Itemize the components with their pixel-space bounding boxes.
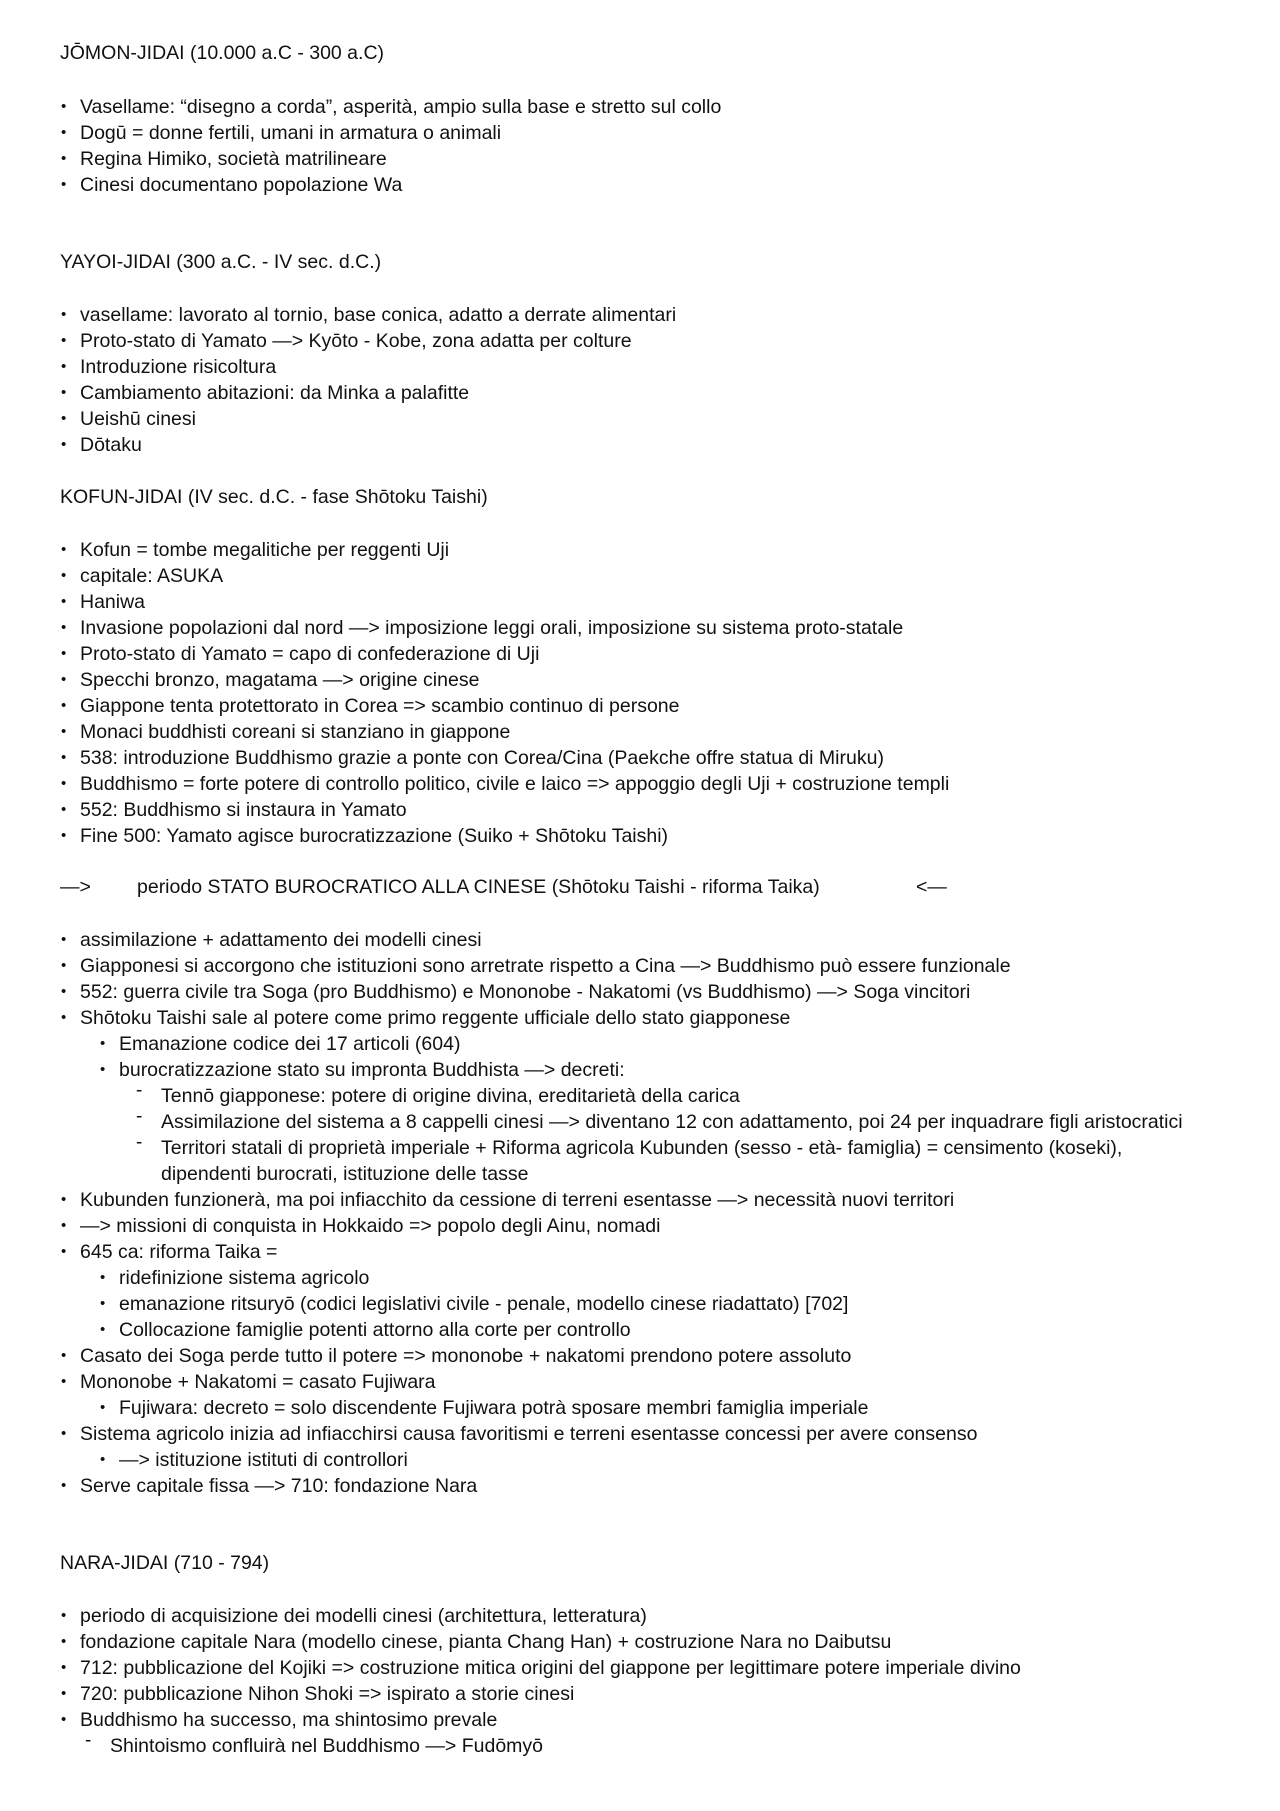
dash-icon: -: [136, 1106, 143, 1127]
section-title-yayoi: YAYOI-JIDAI (300 a.C. - IV sec. d.C.): [60, 251, 382, 273]
jomon-list: [0, 94, 721, 198]
section-title-nara: NARA-JIDAI (710 - 794): [60, 1552, 270, 1574]
list-item: • 552: Buddhismo si instaura in Yamato: [61, 799, 407, 821]
section-title-jomon: JŌMON-JIDAI (10.000 a.C - 300 a.C): [60, 42, 385, 64]
bullet-icon: •: [61, 1607, 67, 1624]
bullet-icon: •: [61, 1243, 67, 1260]
list-item: • Ueishū cinesi: [61, 408, 196, 430]
list-item: • Giappone tenta protettorato in Corea => scambio continuo di persone: [61, 695, 680, 717]
section-title-kofun: KOFUN-JIDAI (IV sec. d.C. - fase Shōtoku Taishi): [60, 486, 488, 508]
bullet-icon: •: [100, 1061, 106, 1078]
list-item: • capitale: ASUKA: [61, 565, 224, 587]
list-item: • assimilazione + adattamento dei modelli cinesi: [61, 929, 482, 951]
list-item: • Cinesi documentano popolazione Wa: [61, 174, 403, 196]
bullet-icon: •: [61, 176, 67, 193]
list-item: • Vasellame: “disegno a corda”, asperità, ampio sulla base e stretto sul collo: [61, 96, 722, 118]
list-item: • Collocazione famiglie potenti attorno alla corte per controllo: [100, 1319, 631, 1341]
dash-icon: -: [136, 1080, 143, 1101]
list-item: • 538: introduzione Buddhismo grazie a ponte con Corea/Cina (Paekche offre statua di Miruku): [61, 747, 884, 769]
bullet-icon: •: [61, 1217, 67, 1234]
section-title-stato-row: [0, 874, 1280, 900]
dash-icon: -: [136, 1132, 143, 1153]
bullet-icon: •: [61, 1425, 67, 1442]
bullet-icon: •: [61, 801, 67, 818]
list-item: • Kofun = tombe megalitiche per reggenti Uji: [61, 539, 450, 561]
list-item: • Sistema agricolo inizia ad infiacchirsi causa favoritismi e terreni esentasse concessi per avere consenso: [61, 1423, 978, 1445]
bullet-icon: •: [61, 775, 67, 792]
list-item: • emanazione ritsuryō (codici legislativi civile - penale, modello cinese riadattato) [702]: [100, 1293, 849, 1315]
list-item: • Emanazione codice dei 17 articoli (604): [100, 1033, 461, 1055]
bullet-icon: •: [61, 593, 67, 610]
bullet-icon: •: [61, 1633, 67, 1650]
section-title-stato: periodo STATO BUROCRATICO ALLA CINESE (Shōtoku Taishi - riforma Taika): [137, 876, 820, 898]
list-item: • Dogū = donne fertili, umani in armatura o animali: [61, 122, 502, 144]
list-item: • 552: guerra civile tra Soga (pro Buddhismo) e Mononobe - Nakatomi (vs Buddhismo) —> Soga vincitori: [61, 981, 971, 1003]
bullet-icon: •: [61, 410, 67, 427]
list-item: • Haniwa: [61, 591, 146, 613]
bullet-icon: •: [61, 1685, 67, 1702]
list-item: • Cambiamento abitazioni: da Minka a palafitte: [61, 382, 470, 404]
list-item: • —> missioni di conquista in Hokkaido => popolo degli Ainu, nomadi: [61, 1215, 661, 1237]
list-item: • Monaci buddhisti coreani si stanziano in giappone: [61, 721, 511, 743]
bullet-icon: •: [61, 645, 67, 662]
bullet-icon: •: [61, 384, 67, 401]
bullet-icon: •: [61, 697, 67, 714]
bullet-icon: •: [61, 98, 67, 115]
kofun-list: [0, 537, 949, 849]
bullet-icon: •: [61, 1711, 67, 1728]
list-item: • ridefinizione sistema agricolo: [100, 1267, 370, 1289]
list-item: • Introduzione risicoltura: [61, 356, 277, 378]
list-item: • Shōtoku Taishi sale al potere come primo reggente ufficiale dello stato giapponese: [61, 1007, 791, 1029]
arrow-right-icon: —>: [60, 876, 91, 898]
bullet-icon: •: [61, 1659, 67, 1676]
list-item: • Giapponesi si accorgono che istituzioni sono arretrate rispetto a Cina —> Buddhismo può essere funzionale: [61, 955, 1011, 977]
bullet-icon: •: [61, 957, 67, 974]
list-item: • vasellame: lavorato al tornio, base conica, adatto a derrate alimentari: [61, 304, 677, 326]
list-item: - Shintoismo confluirà nel Buddhismo —> Fudōmyō: [85, 1730, 544, 1757]
bullet-icon: •: [61, 827, 67, 844]
list-item: - Assimilazione del sistema a 8 cappelli cinesi —> diventano 12 con adattamento, poi 24 per inquadrare figli aristocratici: [136, 1106, 1183, 1133]
list-item: • Fine 500: Yamato agisce burocratizzazione (Suiko + Shōtoku Taishi): [61, 825, 669, 847]
list-item: • Proto-stato di Yamato —> Kyōto - Kobe, zona adatta per colture: [61, 330, 632, 352]
bullet-icon: •: [61, 567, 67, 584]
list-item: • Kubunden funzionerà, ma poi infiacchito da cessione di terreni esentasse —> necessità nuovi territori: [61, 1189, 955, 1211]
bullet-icon: •: [100, 1399, 106, 1416]
dash-icon: -: [85, 1730, 92, 1751]
list-item: • fondazione capitale Nara (modello cinese, pianta Chang Han) + costruzione Nara no Daibutsu: [61, 1631, 892, 1653]
list-item: • Buddhismo ha successo, ma shintosimo prevale: [61, 1709, 498, 1731]
bullet-icon: •: [61, 1477, 67, 1494]
bullet-icon: •: [100, 1035, 106, 1052]
bullet-icon: •: [61, 306, 67, 323]
list-item: • 720: pubblicazione Nihon Shoki => ispirato a storie cinesi: [61, 1683, 575, 1705]
bullet-icon: •: [61, 723, 67, 740]
list-item: - Territori statali di proprietà imperiale + Riforma agricola Kubunden (sesso - età- famiglia) = censimento (koseki), dipendenti burocrati, istituzione delle tasse: [136, 1132, 1123, 1185]
bullet-icon: •: [61, 358, 67, 375]
list-item: • Serve capitale fissa —> 710: fondazione Nara: [61, 1475, 478, 1497]
list-item: • Casato dei Soga perde tutto il potere => mononobe + nakatomi prendono potere assoluto: [61, 1345, 852, 1367]
bullet-icon: •: [61, 1191, 67, 1208]
list-item: • Specchi bronzo, magatama —> origine cinese: [61, 669, 480, 691]
bullet-icon: •: [61, 619, 67, 636]
bullet-icon: •: [61, 436, 67, 453]
list-item: • —> istituzione istituti di controllori: [100, 1449, 408, 1471]
bullet-icon: •: [100, 1269, 106, 1286]
arrow-left-icon: <—: [916, 876, 947, 898]
bullet-icon: •: [61, 541, 67, 558]
list-item: • burocratizzazione stato su impronta Buddhista —> decreti:: [100, 1059, 625, 1081]
bullet-icon: •: [61, 1373, 67, 1390]
list-item: • 645 ca: riforma Taika =: [61, 1241, 278, 1263]
bullet-icon: •: [61, 124, 67, 141]
bullet-icon: •: [61, 1347, 67, 1364]
stato-list: [0, 927, 1201, 1499]
list-item: • periodo di acquisizione dei modelli cinesi (architettura, letteratura): [61, 1605, 647, 1627]
list-item: • Fujiwara: decreto = solo discendente Fujiwara potrà sposare membri famiglia imperiale: [100, 1397, 869, 1419]
bullet-icon: •: [61, 150, 67, 167]
list-item: • Mononobe + Nakatomi = casato Fujiwara: [61, 1371, 436, 1393]
list-item: • Invasione popolazioni dal nord —> imposizione leggi orali, imposizione su sistema proto-statale: [61, 617, 904, 639]
list-item: • Proto-stato di Yamato = capo di confederazione di Uji: [61, 643, 540, 665]
bullet-icon: •: [61, 749, 67, 766]
list-item: • Dōtaku: [61, 434, 142, 456]
bullet-icon: •: [61, 332, 67, 349]
yayoi-list: [0, 302, 676, 458]
bullet-icon: •: [100, 1451, 106, 1468]
list-item: • 712: pubblicazione del Kojiki => costruzione mitica origini del giappone per legittimare potere imperiale divino: [61, 1657, 1021, 1679]
bullet-icon: •: [100, 1295, 106, 1312]
bullet-icon: •: [61, 931, 67, 948]
nara-list: [0, 1603, 1021, 1759]
bullet-icon: •: [61, 1009, 67, 1026]
bullet-icon: •: [61, 983, 67, 1000]
list-item: - Tennō giapponese: potere di origine divina, ereditarietà della carica: [136, 1080, 740, 1107]
bullet-icon: •: [61, 671, 67, 688]
list-item: • Buddhismo = forte potere di controllo politico, civile e laico => appoggio degli Uji + costruzione templi: [61, 773, 950, 795]
list-item: • Regina Himiko, società matrilineare: [61, 148, 387, 170]
bullet-icon: •: [100, 1321, 106, 1338]
